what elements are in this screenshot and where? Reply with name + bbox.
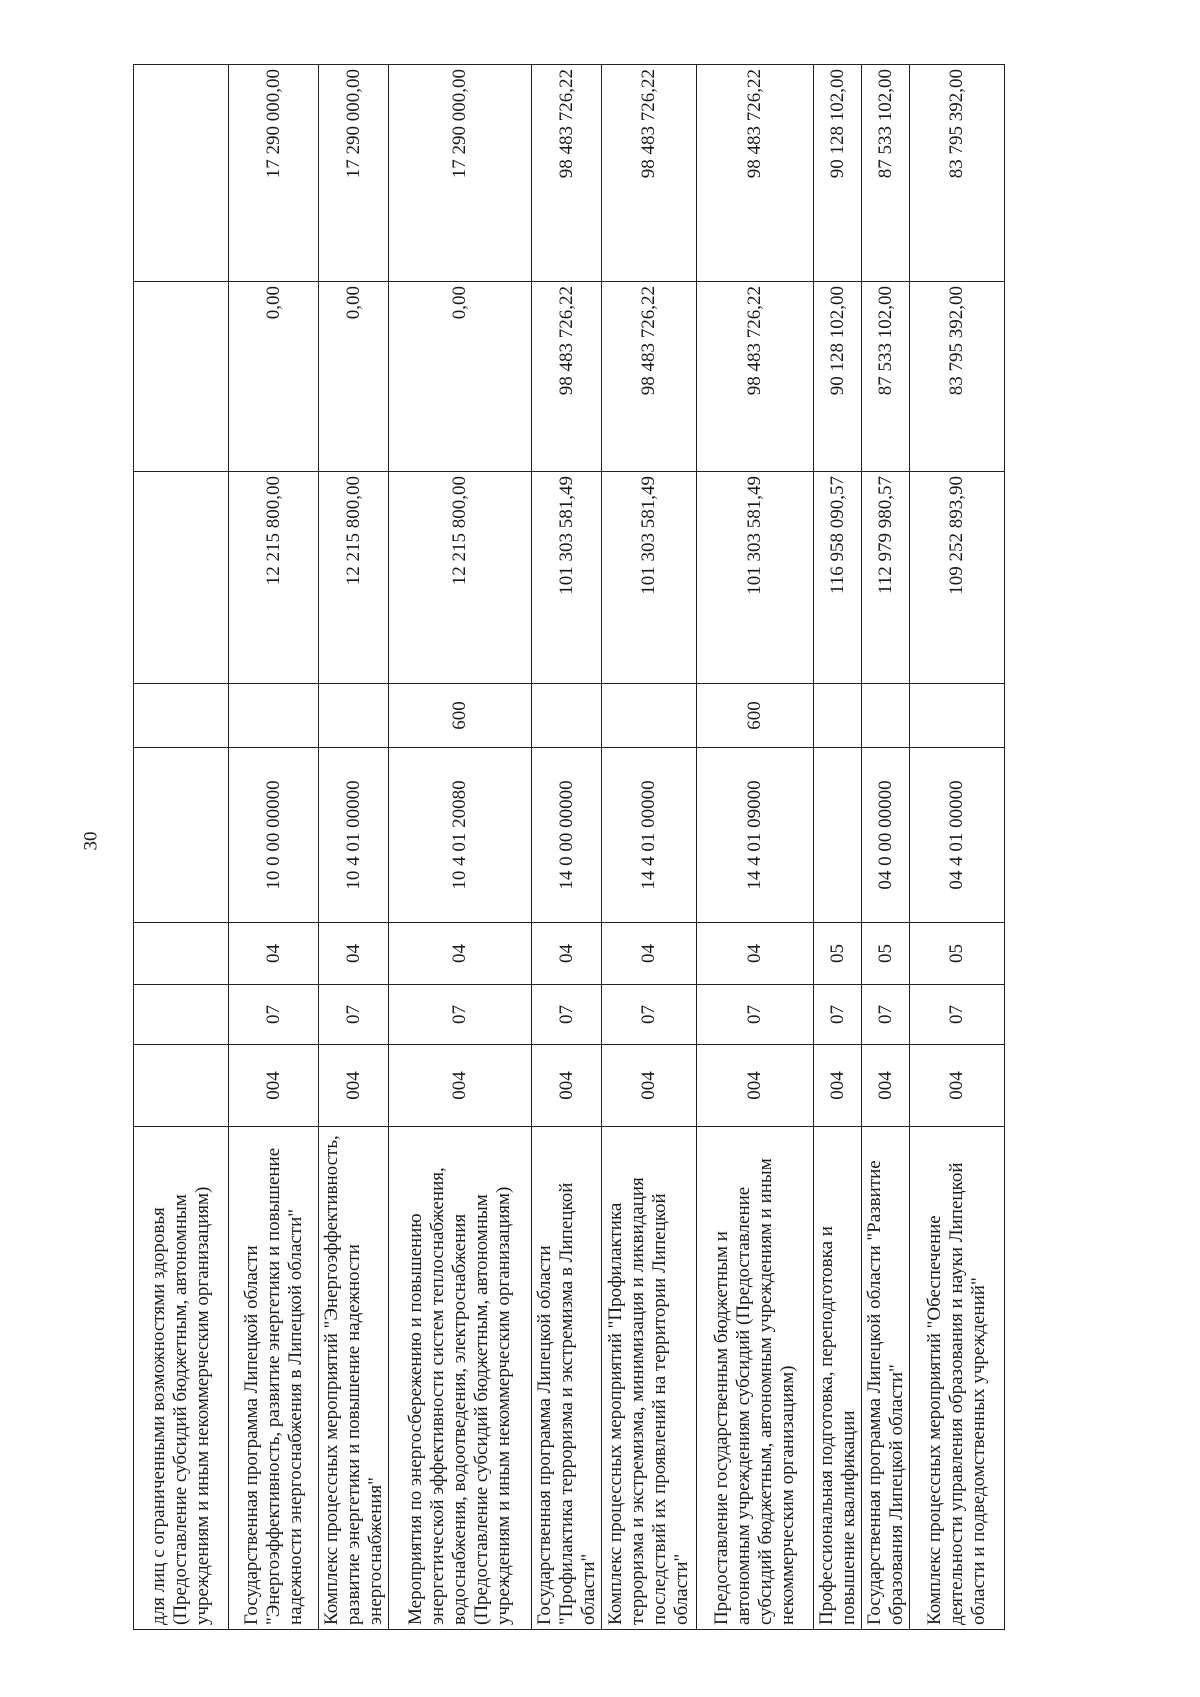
row-csr: 04 4 01 00000 <box>910 748 1005 923</box>
row-amount-1: 12 215 800,00 <box>389 472 532 684</box>
row-amount-3: 90 128 102,00 <box>814 65 862 282</box>
row-csr: 14 4 01 09000 <box>697 748 814 923</box>
row-amount-3: 17 290 000,00 <box>389 65 532 282</box>
page-number: 30 <box>80 831 102 851</box>
row-vr <box>319 684 389 748</box>
table-row <box>814 65 862 1630</box>
row-vr <box>532 684 602 748</box>
row-csr: 04 0 00 00000 <box>862 748 910 923</box>
row-pr: 04 <box>602 923 697 985</box>
row-pr: 05 <box>814 923 862 985</box>
row-amount-3: 17 290 000,00 <box>229 65 319 282</box>
row-vr: 600 <box>697 684 814 748</box>
row-amount-2: 98 483 726,22 <box>697 282 814 472</box>
table-row <box>602 65 697 1630</box>
row-rz: 07 <box>814 985 862 1045</box>
row-name: Комплекс процессных мероприятий "Профилактика терроризма и экстремизма, минимизация и ликвидация последствий их проявлений на территории Липецкой области" <box>602 1127 697 1630</box>
row-rz: 07 <box>602 985 697 1045</box>
row-pr: 04 <box>697 923 814 985</box>
row-ved: 004 <box>389 1045 532 1127</box>
row-amount-2: 0,00 <box>319 282 389 472</box>
row-pr: 04 <box>532 923 602 985</box>
row-vr <box>814 684 862 748</box>
row-rz: 07 <box>532 985 602 1045</box>
row-amount-1: 116 958 090,57 <box>814 472 862 684</box>
row-name: для лиц с ограниченными возможностями здоровья (Предоставление субсидий бюджетным, автономным учреждениям и иным некоммерческим организациям) <box>134 1127 229 1630</box>
row-amount-1: 12 215 800,00 <box>319 472 389 684</box>
row-amount-2: 98 483 726,22 <box>602 282 697 472</box>
row-pr: 04 <box>389 923 532 985</box>
row-ved: 004 <box>532 1045 602 1127</box>
row-pr <box>134 923 229 985</box>
row-vr <box>862 684 910 748</box>
row-amount-1: 12 215 800,00 <box>229 472 319 684</box>
row-name: Профессиональная подготовка, переподготовка и повышение квалификации <box>814 1127 862 1630</box>
row-amount-3: 98 483 726,22 <box>602 65 697 282</box>
row-ved: 004 <box>862 1045 910 1127</box>
row-rz: 07 <box>319 985 389 1045</box>
row-amount-2: 0,00 <box>229 282 319 472</box>
row-pr: 04 <box>319 923 389 985</box>
row-amount-1: 109 252 893,90 <box>910 472 1005 684</box>
row-amount-3 <box>134 65 229 282</box>
row-amount-1: 101 303 581,49 <box>697 472 814 684</box>
table-row <box>389 65 532 1630</box>
row-rz: 07 <box>910 985 1005 1045</box>
table-row <box>862 65 910 1630</box>
row-vr <box>134 684 229 748</box>
row-csr: 10 4 01 00000 <box>319 748 389 923</box>
row-ved: 004 <box>910 1045 1005 1127</box>
row-ved: 004 <box>319 1045 389 1127</box>
row-amount-3: 83 795 392,00 <box>910 65 1005 282</box>
row-vr: 600 <box>389 684 532 748</box>
row-ved: 004 <box>814 1045 862 1127</box>
table-row <box>532 65 602 1630</box>
row-name: Предоставление государственным бюджетным и автономным учреждениям субсидий (Предоставление субсидий бюджетным, автономным учреждениям и иным некоммерческим организациям) <box>697 1127 814 1630</box>
budget-table <box>133 64 1005 1630</box>
row-csr: 14 0 00 00000 <box>532 748 602 923</box>
row-csr: 10 0 00 00000 <box>229 748 319 923</box>
row-amount-3: 98 483 726,22 <box>532 65 602 282</box>
row-amount-3: 17 290 000,00 <box>319 65 389 282</box>
row-csr: 14 4 01 00000 <box>602 748 697 923</box>
row-rz: 07 <box>229 985 319 1045</box>
table-row <box>229 65 319 1630</box>
row-rz: 07 <box>389 985 532 1045</box>
row-amount-3: 98 483 726,22 <box>697 65 814 282</box>
rotated-page-content <box>133 65 1063 1630</box>
row-vr <box>910 684 1005 748</box>
row-amount-2: 87 533 102,00 <box>862 282 910 472</box>
row-ved <box>134 1045 229 1127</box>
row-ved: 004 <box>602 1045 697 1127</box>
row-vr <box>229 684 319 748</box>
row-name: Мероприятия по энергосбережению и повышению энергетической эффективности систем теплоснабжения, водоснабжения, водоотведения, электроснабжения (Предоставление субсидий бюджетным, автономным учреждениям и иным некоммерческим организациям) <box>389 1127 532 1630</box>
row-amount-1: 101 303 581,49 <box>602 472 697 684</box>
row-amount-2 <box>134 282 229 472</box>
row-amount-2: 90 128 102,00 <box>814 282 862 472</box>
table-row <box>697 65 814 1630</box>
row-rz: 07 <box>862 985 910 1045</box>
row-rz: 07 <box>697 985 814 1045</box>
row-rz <box>134 985 229 1045</box>
row-csr: 10 4 01 20080 <box>389 748 532 923</box>
row-name: Комплекс процессных мероприятий "Энергоэффективность, развитие энергетики и повышение надежности энергоснабжения" <box>319 1127 389 1630</box>
row-name: Государственная программа Липецкой области "Энергоэффективность, развитие энергетики и повышение надежности энергоснабжения в Липецкой области" <box>229 1127 319 1630</box>
row-pr: 05 <box>910 923 1005 985</box>
table-row <box>319 65 389 1630</box>
row-amount-2: 83 795 392,00 <box>910 282 1005 472</box>
row-amount-1: 112 979 980,57 <box>862 472 910 684</box>
row-name: Комплекс процессных мероприятий "Обеспечение деятельности управления образования и науки Липецкой области и подведомственных учреждений" <box>910 1127 1005 1630</box>
row-csr <box>814 748 862 923</box>
row-ved: 004 <box>229 1045 319 1127</box>
table-row <box>134 65 229 1630</box>
row-name: Государственная программа Липецкой области "Развитие образования Липецкой области" <box>862 1127 910 1630</box>
row-amount-2: 0,00 <box>389 282 532 472</box>
table-row <box>910 65 1005 1630</box>
row-amount-1 <box>134 472 229 684</box>
row-ved: 004 <box>697 1045 814 1127</box>
row-amount-2: 98 483 726,22 <box>532 282 602 472</box>
row-vr <box>602 684 697 748</box>
row-name: Государственная программа Липецкой области "Профилактика терроризма и экстремизма в Липецкой области" <box>532 1127 602 1630</box>
row-pr: 04 <box>229 923 319 985</box>
row-pr: 05 <box>862 923 910 985</box>
row-amount-1: 101 303 581,49 <box>532 472 602 684</box>
row-amount-3: 87 533 102,00 <box>862 65 910 282</box>
row-csr <box>134 748 229 923</box>
